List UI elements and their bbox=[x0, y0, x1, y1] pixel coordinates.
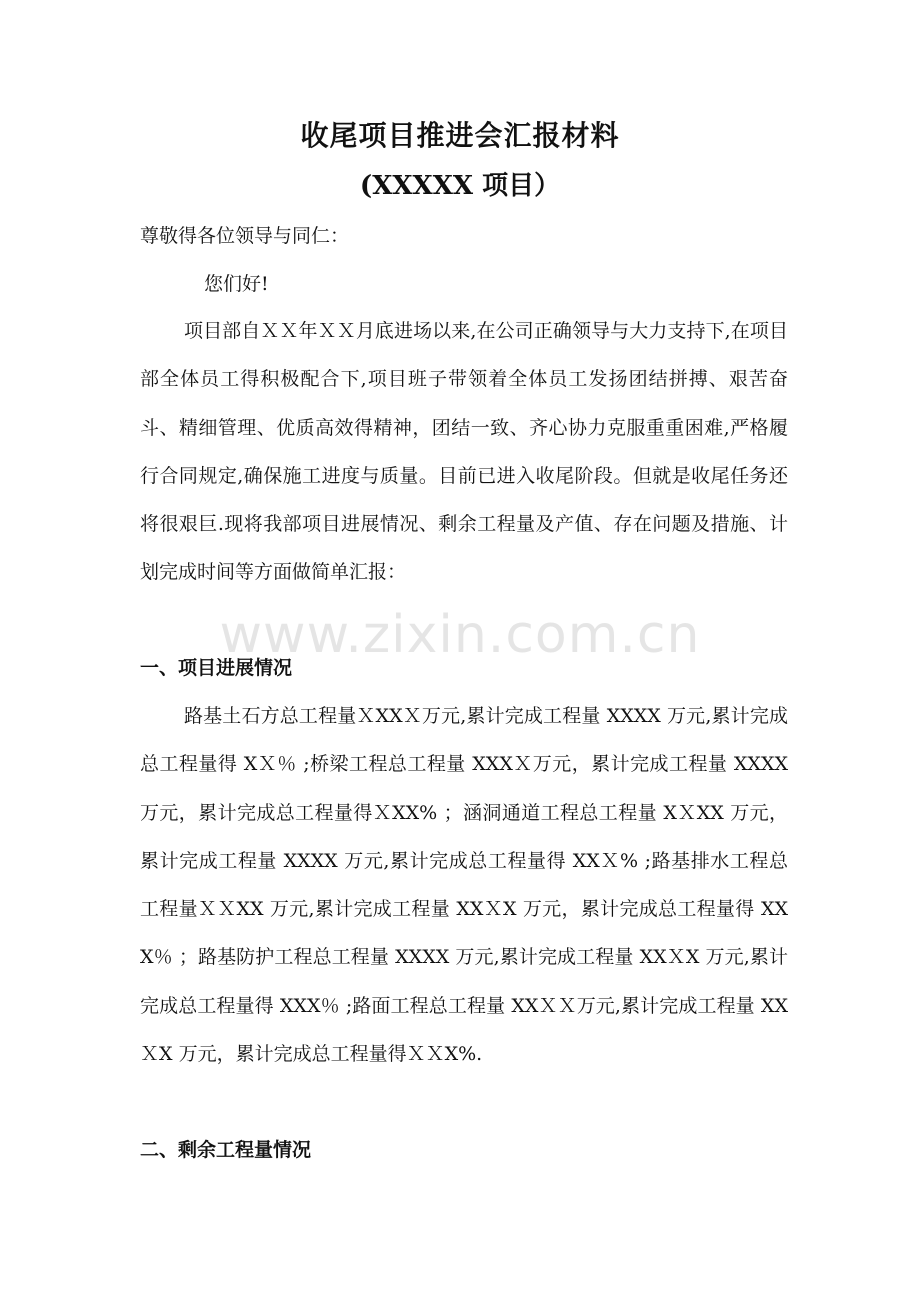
watermark: www.zixin.com.cn bbox=[219, 605, 701, 665]
document-title: 收尾项目推进会汇报材料 bbox=[300, 119, 620, 152]
greeting: 您们好! bbox=[204, 273, 269, 295]
intro-paragraph: 项目部自ＸＸ年ＸＸ月底进场以来,在公司正确领导与大力支持下,在项目部全体员工得积极配合下,项目班子带领着全体员工发扬团结拼搏、艰苦奋斗、精细管理、优质高效得精神，团结一致、齐心协力克服重重困难,严格履行合同规定,确保施工进度与质量。目前已进入收尾阶段。但就是收尾任务还将很艰巨.现将我部项目进展情况、剩余工程量及产值、存在问题及措施、计划完成时间等方面做简单汇报： bbox=[140, 320, 788, 584]
document-subtitle: (XXXXX 项目） bbox=[359, 171, 561, 201]
section-heading-progress: 一、项目进展情况 bbox=[140, 657, 293, 679]
section-heading-remaining: 二、剩余工程量情况 bbox=[140, 1139, 312, 1161]
salutation: 尊敬得各位领导与同仁： bbox=[140, 225, 350, 247]
progress-paragraph: 路基土石方总工程量ＸXXＸ万元,累计完成工程量 XXXX 万元,累计完成总工程量得 XＸ％ ;桥梁工程总工程量 XXXＸ万元，累计完成工程量 XXXX 万元，累计完成总工程量得ＸXX% ；涵洞通道工程总工程量 XＸXX 万元，累计完成工程量 XXXX 万元,累计完成总工程量得 XXＸ% ;路基排水工程总工程量ＸＸXX 万元,累计完成工程量 XXＸX 万元，累计完成总工程量得 XXX％ ；路基防护工程总工程量 XXXX 万元,累计完成工程量 XXＸX 万元,累计完成总工程量得 XXX％ ;路面工程总工程量 XXＸＸ万元,累计完成工程量 XXＸX 万元，累计完成总工程量得ＸＸX%. bbox=[140, 705, 788, 1066]
